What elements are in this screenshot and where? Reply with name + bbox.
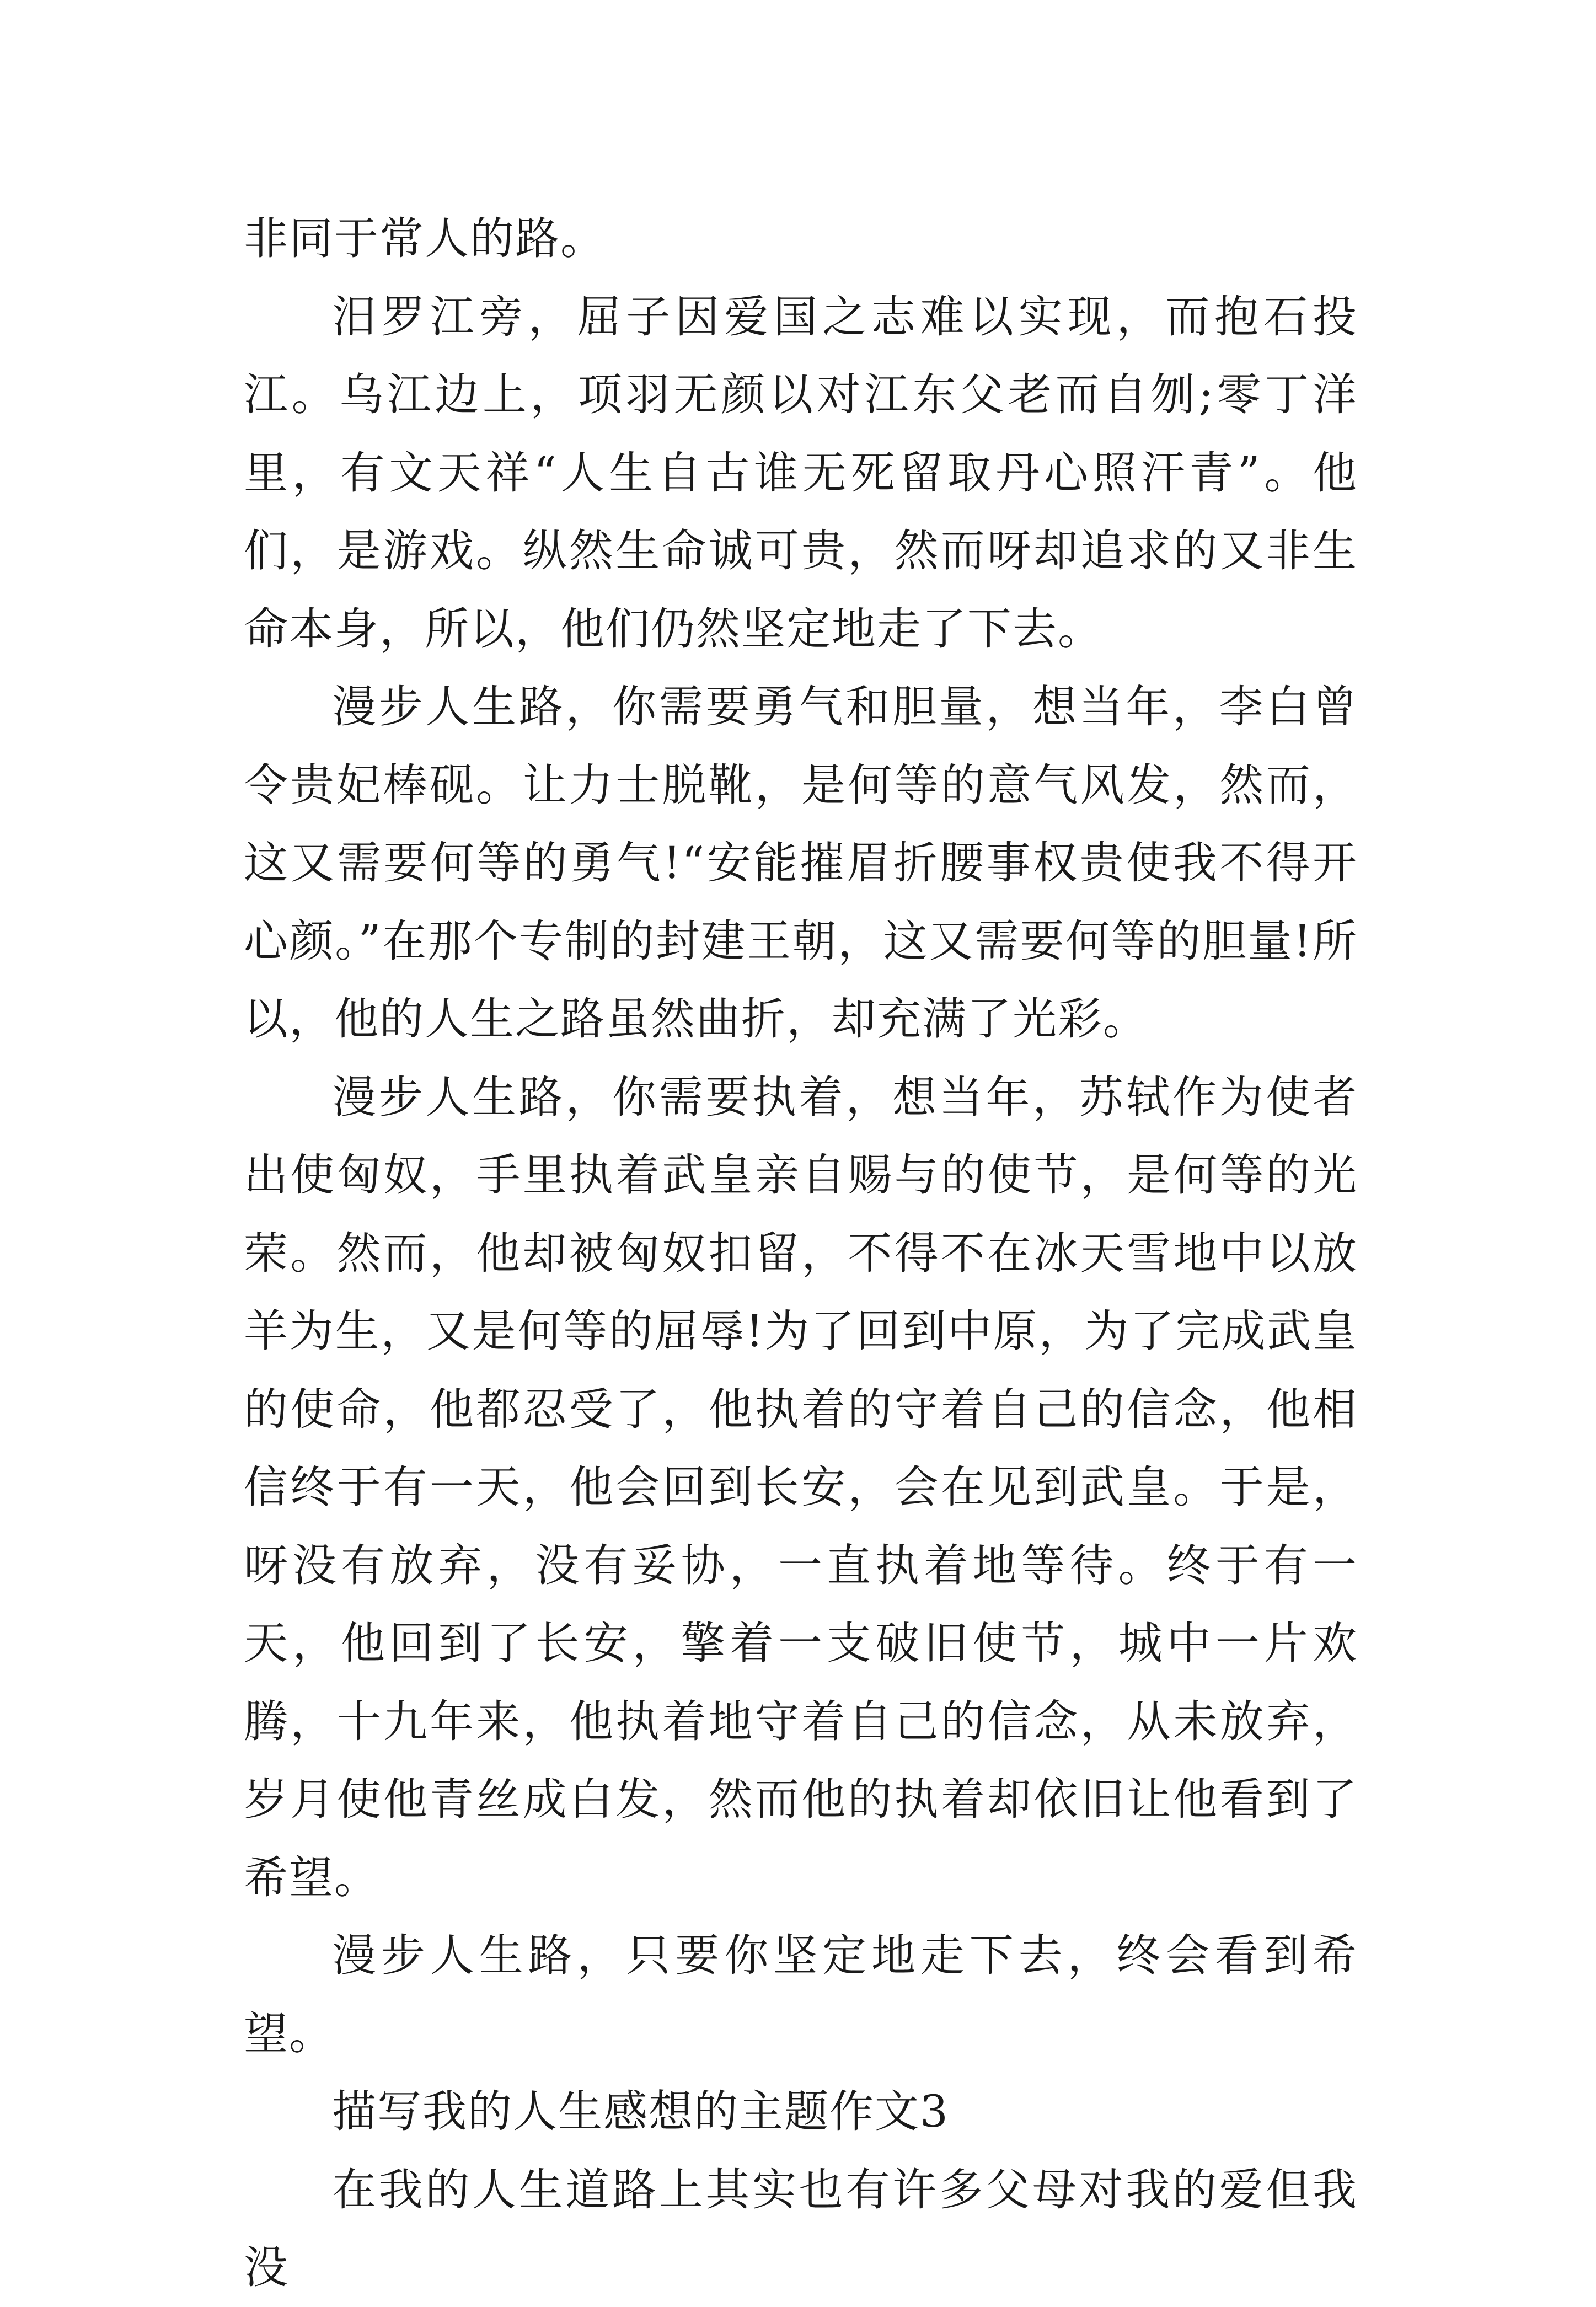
paragraph-li-bai: 漫步人生路，你需要勇气和胆量，想当年，李白曾令贵妃棒砚。让力士脱靴，是何等的意气风发，然而，这又需要何等的勇气!“安能摧眉折腰事权贵使我不得开心颜。”在那个专制的封建王朝，这又需要何等的胆量!所以，他的人生之路虽然曲折，却充满了光彩。 — [244, 681, 1358, 1045]
paragraph-su-wu: 漫步人生路，你需要执着，想当年，苏轼作为使者出使匈奴，手里执着武皇亲自赐与的使节，是何等的光荣。然而，他却被匈奴扣留，不得不在冰天雪地中以放羊为生，又是何等的屈辱!为了回到中原，为了完成武皇的使命，他都忍受了，他执着的守着自己的信念，他相信终于有一天，他会回到长安，会在见到武皇。于是，呀没有放弃，没有妥协，一直执着地等待。终于有一天，他回到了长安，擎着一支破旧使节，城中一片欢腾，十九年来，他执着地守着自己的信念，从未放弃，岁月使他青丝成白发，然而他的执着却依旧让他看到了希望。 — [244, 1071, 1358, 1903]
paragraph-continuation: 非同于常人的路。 — [244, 213, 606, 264]
paragraph-parents-love: 在我的人生道路上其实也有许多父母对我的爱但我没 — [244, 2164, 1358, 2293]
essay-section-title: 描写我的人生感想的主题作文3 — [332, 2086, 949, 2137]
essay-body — [244, 200, 1358, 2307]
paragraph-miluo-river: 汨罗江旁，屈子因爱国之志难以实现，而抱石投江。乌江边上，项羽无颜以对江东父老而自刎;零丁洋里，有文天祥“人生自古谁无死留取丹心照汗青”。他们，是游戏。纵然生命诚可贵，然而呀却追求的又非生命本身，所以，他们仍然坚定地走了下去。 — [244, 291, 1358, 655]
paragraph-conclusion: 漫步人生路，只要你坚定地走下去，终会看到希望。 — [244, 1930, 1358, 2059]
